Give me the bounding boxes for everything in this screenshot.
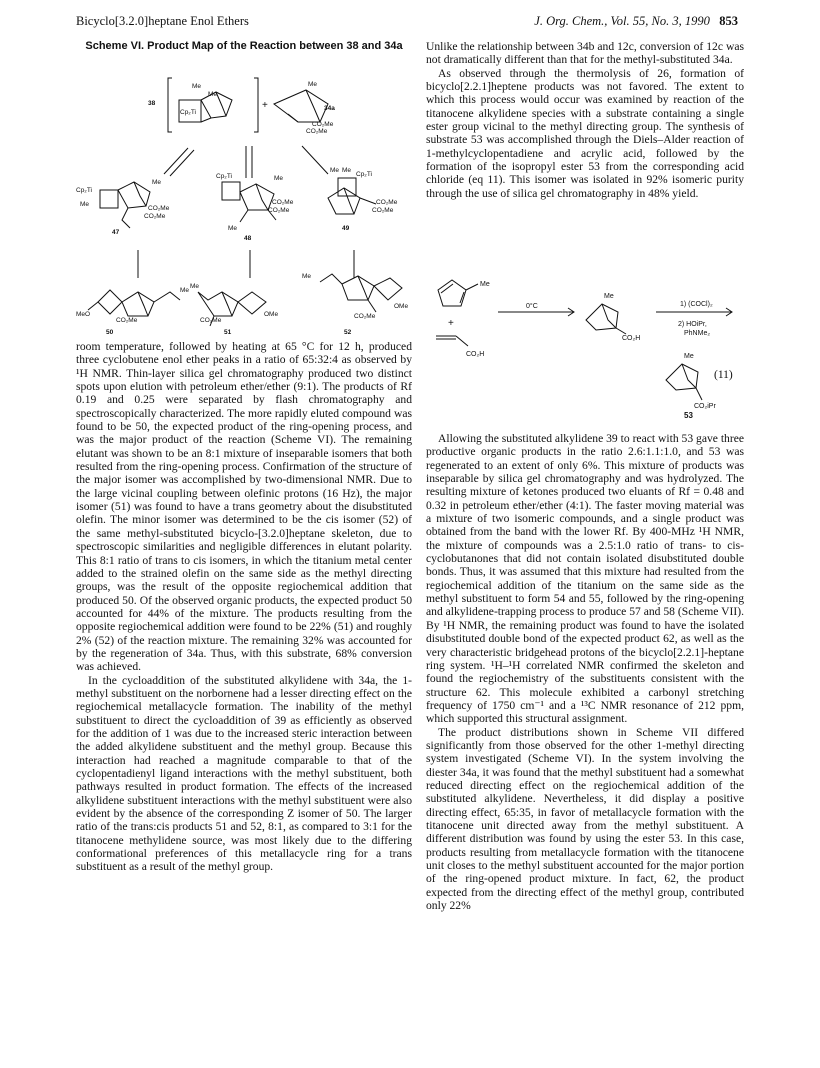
group-me: Me (180, 287, 190, 294)
group-co2me: CO₂Me (312, 121, 334, 128)
group-me: Me (228, 225, 238, 232)
compound-label-48: 48 (244, 235, 252, 242)
group-co2ipr: CO₂iPr (694, 403, 716, 410)
right-column-bottom-text (426, 432, 744, 912)
reagent-step-1: 1) (COCl)₂ (680, 301, 713, 308)
group-me: Me (192, 83, 202, 90)
group-me: Me (274, 175, 284, 182)
group-me: Me (604, 293, 614, 300)
group-co2me: CO₂Me (306, 128, 328, 135)
group-me: Me (208, 91, 218, 98)
journal-citation (534, 14, 738, 29)
group-ome: OMe (264, 311, 279, 318)
scheme-title: Scheme VI. Product Map of the Reaction between 38 and 34a (85, 40, 403, 52)
group-co2me: CO₂Me (116, 317, 138, 324)
journal-name: J. Org. Chem., Vol. 55, No. 3, 1990 (534, 14, 710, 28)
paragraph: As observed through the thermolysis of 26, formation of bicyclo[2.2.1]heptene products was not favored. The extent to which this process would occur was examined by reaction of the titanocene alkylidene species with a substrate containing a single ester group vicinal to the methyl directing group. The synthesis of substrate 53 was accomplished through the Diels–Alder reaction of 1-methylcyclopentadiene and acrylic acid, followed by the formation of the isopropyl ester 53 from the corresponding acid chloride (eq 11). This isomer was isolated in 92% isomeric purity through the use of silica gel chromatography in 48% yield. (426, 66, 744, 200)
compound-label-52: 52 (344, 329, 352, 336)
equation-11-diagram (426, 268, 746, 418)
group-co2me: CO₂Me (144, 213, 166, 220)
reagent-step-2-base: PhNMe₂ (684, 330, 711, 337)
group-co2me: CO₂Me (354, 313, 376, 320)
paragraph: In the cycloaddition of the substituted alkylidene with 34a, the 1-methyl substituent on the norbornene had a lesser directing effect on the regiochemical metallacycle formation. The inability of the methyl substituent to direct the cycloaddition of 39 as efficiently as observed for the addition of 1 was due to the increased steric interaction between the added alkylidene substituent and the methyl group. Because this interaction had reached a magnitude comparable to that of the cyclopentadienyl ligand interactions with the methyl substituent, both pathways resulted in product formation. The effects of the increased alkylidene substituent interactions with the methyl substituent were also evident by the absence of the corresponding Z isomer of 50. The larger ratio of the trans:cis products 51 and 52, 8:1, as compared to 3:1 for the titanocene methylidene source, was most likely due to the differing conformational preferences of this metallacycle ring for a trans substituent as a result of the methyl group. (76, 673, 412, 874)
group-cp2ti: Cp₂Ti (216, 173, 233, 180)
group-me: Me (80, 201, 90, 208)
scheme-vi-diagram (76, 70, 412, 336)
group-me: Me (308, 81, 318, 88)
group-co2me: CO₂Me (372, 207, 394, 214)
paragraph: room temperature, followed by heating at 65 °C for 12 h, produced three cyclobutene enol ether peaks in a ratio of 65:32:4 as observed by ¹H NMR. Thin-layer silica gel chromatography produced two distinct spots upon elution with petroleum ether/ether (9:1). The products of Rf 0.19 and 0.25 were separated by flash chromatography and spectroscopically characterized. The more rapidly eluted compound was found to be 50, the expected product of the ring-opening process, and was the major product of the reaction (Scheme VI). The remaining elutant was shown to be an 8:1 mixture of inseparable isomers that both resulted from the ring-opening process. Confirmation of the structure of the major isomer was accomplished by two-dimensional NMR. Due to the large vicinal coupling between olefinic protons (16 Hz), the major isomer (51) was found to have a trans geometry about the disubstituted olefin. The minor isomer was determined to be the cis isomer (52) of the same methyl-substituted bicyclo-[3.2.0]heptane skeleton, due to spectroscopic similarities and negligible differences in elutant polarity. This 8:1 ratio of trans to cis isomers, in which the titanium metal center added to the strained olefin on the same side as the methyl directing groups, was the result of the opposite regiochemical addition that produced 50. Of the observed organic products, the expected product 50 accounted for 44% of the mixture. The products resulting from the opposite regiochemical addition were found to be 22% (51) and roughly 2% (52) of the reaction mixture. The remaining 32% was accounted for by the regeneration of 34a. Thus, with this substrate, 68% conversion was achieved. (76, 340, 412, 674)
group-co2me: CO₂Me (200, 317, 222, 324)
compound-label-51: 51 (224, 329, 232, 336)
group-cp2ti: Cp₂Ti (76, 187, 93, 194)
compound-label-49: 49 (342, 225, 350, 232)
group-me: Me (330, 167, 340, 174)
compound-label-47: 47 (112, 229, 120, 236)
group-cp2ti: Cp₂Ti (180, 109, 197, 116)
group-co2me: CO₂Me (376, 199, 398, 206)
group-co2h: CO₂H (622, 335, 641, 342)
group-cp2ti: Cp₂Ti (356, 171, 373, 178)
equation-number: (11) (714, 369, 733, 381)
group-me: Me (480, 281, 490, 288)
group-me: Me (302, 273, 312, 280)
right-column-top-text (426, 40, 744, 200)
group-meo: MeO (76, 311, 91, 318)
paragraph: Unlike the relationship between 34b and 12c, conversion of 12c was not dramatically different than that for the methyl-substituted 34a. (426, 40, 744, 67)
running-title: Bicyclo[3.2.0]heptane Enol Ethers (76, 14, 249, 28)
plus-sign: + (448, 318, 454, 329)
paragraph: Allowing the substituted alkylidene 39 to react with 53 gave three productive organic products in the ratio 2.6:1.1:1.0, and 53 was regenerated to an extent of only 6%. This mixture of products was inseparable by silica gel chromatography and was hydrolyzed. The resulting mixture of ketones produced two eluants of Rf = 0.48 and 0.32 in petroleum ether/ether (4:1). The faster moving material was a mixture of two isomeric compounds, and a single product was obtained from the band with the lower Rf. By 400-MHz ¹H NMR, the mixture of compounds was a 2.5:1.0 ratio of trans- to cis-cyclobutanones that did not contain isolated disubstituted double bonds. Thus, it was assumed that this mixture had resulted from the regiochemical addition of the titanium on the same side as the methyl substituent to form 54 and 55, followed by the ring-opening and alkylidene-trapping process to produce 57 and 58 (Scheme VII). By ¹H NMR, the remaining product was found to have the isolated disubstituted double bond of the expected product 62, as well as the very characteristic bridgehead protons of the bicyclo[2.2.1]-heptane ring system. ¹H–¹H correlated NMR confirmed the skeleton and found the regiochemistry of the substituents consistent with the structure 62. This molecule exhibited a carbonyl stretching frequency of 1750 cm⁻¹ and a ¹³C NMR resonance of 212 ppm, which supported this structural assignment. (426, 432, 744, 726)
group-co2me: CO₂Me (268, 207, 290, 214)
group-co2me: CO₂Me (272, 199, 294, 206)
reaction-temperature: 0°C (526, 303, 538, 310)
group-me: Me (190, 283, 200, 290)
group-me: Me (684, 353, 694, 360)
plus-sign: + (262, 100, 268, 111)
group-co2me: CO₂Me (148, 205, 170, 212)
paragraph: The product distributions shown in Scheme VII differed significantly from those observed for the other 1-methyl directing system investigated (Scheme VI). In the system involving the diester 34a, it was found that the methyl substituent had a somewhat reduced directing effect on the regiochemical addition of the substituted alkylidene. Nevertheless, it did display a positive directing effect, 65:35, in favor of metallacycle formation with the titanocene unit directed away from the methyl substituent. A different distribution was found by using the ester 53. In this case, products resulting from metallacycle formation with the titanocene unit closes to the methyl substituent accounted for the major portion of the ring-opened product mixture. In fact, 62, the product expected from the directing effect of the methyl group, contributed only 22% (426, 725, 744, 913)
compound-label-34a: 34a (324, 105, 335, 112)
group-me: Me (152, 179, 162, 186)
group-me: Me (342, 167, 352, 174)
group-ome: OMe (394, 303, 409, 310)
compound-label-53: 53 (684, 411, 693, 418)
compound-label-38: 38 (148, 100, 156, 107)
page-number: 853 (719, 14, 738, 28)
left-column-text (76, 340, 412, 874)
reagent-step-2: 2) HOiPr, (678, 321, 707, 328)
group-co2h: CO₂H (466, 351, 485, 358)
compound-label-50: 50 (106, 329, 114, 336)
